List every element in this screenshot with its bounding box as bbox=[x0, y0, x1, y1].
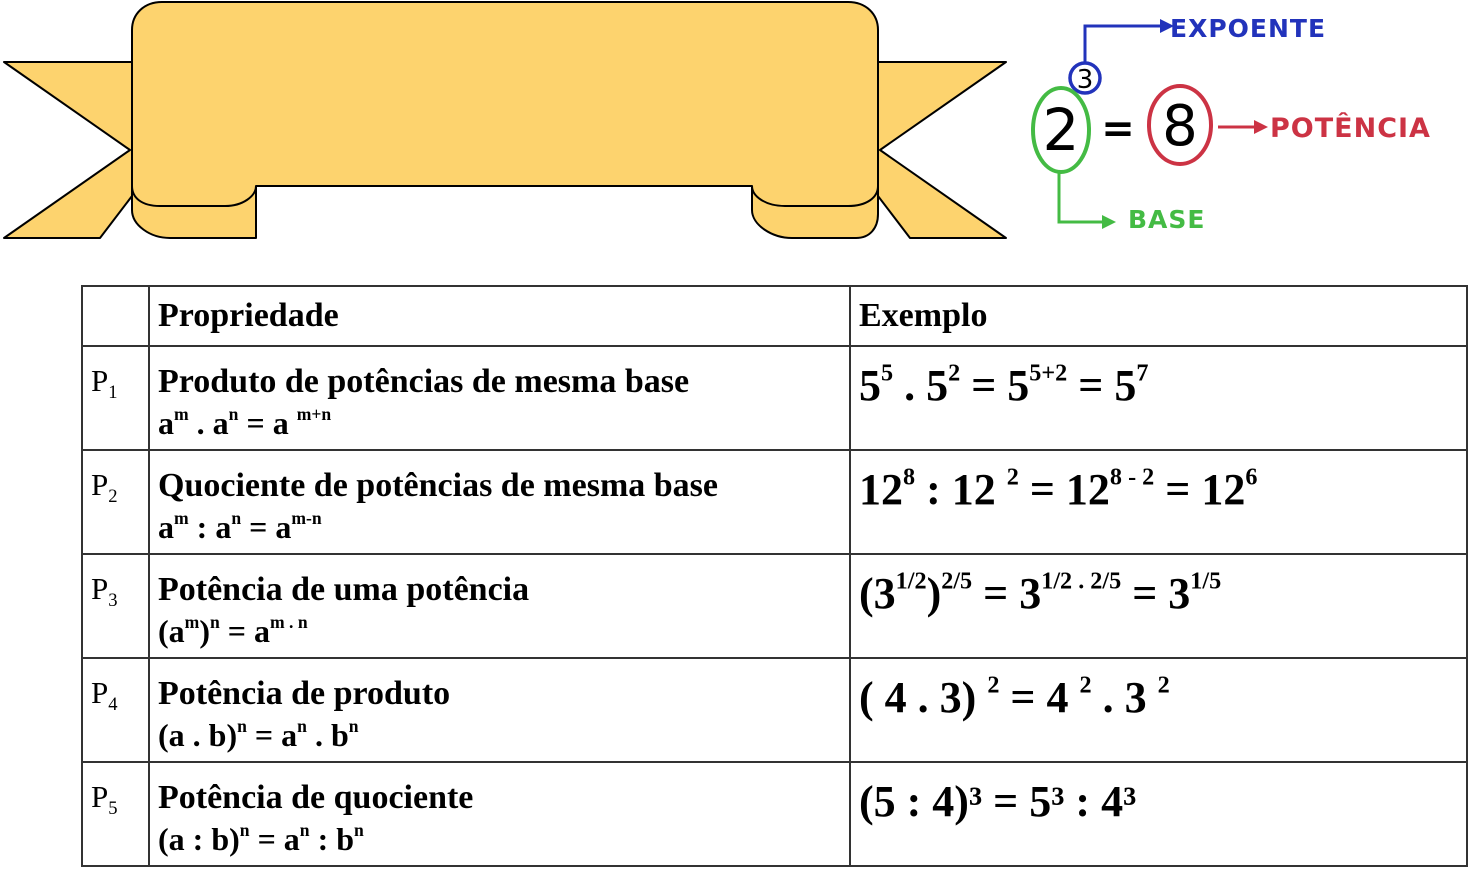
example-cell bbox=[850, 762, 1467, 866]
property-formula: $(a^m)^n = a^{m . n}$ bbox=[158, 611, 308, 649]
property-cell bbox=[149, 762, 850, 866]
row-label: $P_4$ bbox=[82, 658, 149, 762]
row-label: $P_3$ bbox=[82, 554, 149, 658]
property-formula: $a^m$ . $a^n = a$ $^{m+n}$ bbox=[158, 403, 332, 441]
header-label bbox=[82, 286, 149, 346]
table-row bbox=[82, 346, 1467, 450]
example-cell bbox=[850, 450, 1467, 554]
example-cell bbox=[850, 658, 1467, 762]
power-label: POTÊNCIA bbox=[1270, 113, 1431, 144]
example-cell bbox=[850, 346, 1467, 450]
property-formula: (a . $b)^n = a^n$ . $b^n$ bbox=[158, 715, 359, 753]
table-header-row bbox=[82, 286, 1467, 346]
result-value: 8 bbox=[1162, 94, 1198, 159]
table-row bbox=[82, 450, 1467, 554]
property-name: Potência de uma potência bbox=[158, 571, 530, 608]
ribbon-main bbox=[132, 2, 878, 206]
row-label: $P_5$ bbox=[82, 762, 149, 866]
property-name: Potência de produto bbox=[158, 675, 451, 712]
example-formula: $(3^{1/2})^{2/5} = 3^{1/2 . 2/5} = 3^{1/5}$ bbox=[859, 567, 1222, 618]
property-name: Potência de quociente bbox=[158, 779, 474, 816]
power-diagram bbox=[1018, 0, 1458, 250]
properties-table bbox=[81, 285, 1468, 867]
exponent-value: 3 bbox=[1076, 65, 1094, 95]
example-formula: (5 : 4)³ = 5³ : 4³ bbox=[859, 777, 1137, 826]
property-name: Produto de potências de mesma base bbox=[158, 363, 690, 400]
base-label: BASE bbox=[1128, 205, 1206, 234]
ribbon-banner bbox=[0, 0, 1010, 245]
row-label: $P_2$ bbox=[82, 450, 149, 554]
exponent-arrow bbox=[1085, 26, 1160, 62]
table-row bbox=[82, 762, 1467, 866]
example-formula: $5^5$ . $5^2 = 5^{5+2} = 5^7$ bbox=[859, 359, 1149, 410]
base-arrow bbox=[1059, 172, 1102, 222]
property-cell bbox=[149, 554, 850, 658]
property-name: Quociente de potências de mesma base bbox=[158, 467, 719, 504]
property-formula: (a : $b)^n = a^n$ : $b^n$ bbox=[158, 819, 364, 857]
header-example: Exemplo bbox=[850, 286, 1467, 346]
base-value: 2 bbox=[1042, 96, 1080, 164]
row-label: $P_1$ bbox=[82, 346, 149, 450]
exponent-label: EXPOENTE bbox=[1170, 14, 1327, 43]
property-cell bbox=[149, 450, 850, 554]
equals-sign: = bbox=[1101, 106, 1135, 152]
header-property: Propriedade bbox=[149, 286, 850, 346]
property-cell bbox=[149, 346, 850, 450]
example-formula: $12^8$ : 12 $^2 = 12^{8 - 2} = 12^6$ bbox=[859, 463, 1258, 514]
ribbon-left-tail bbox=[4, 62, 132, 238]
table-row bbox=[82, 554, 1467, 658]
property-cell bbox=[149, 658, 850, 762]
table-row bbox=[82, 658, 1467, 762]
example-formula: ( 4 . 3) $^2$ = 4 $^2$ . 3 $^2$ bbox=[859, 671, 1170, 722]
base-arrow-head bbox=[1102, 215, 1116, 229]
power-arrow-head bbox=[1254, 120, 1268, 134]
ribbon-right-tail bbox=[878, 62, 1006, 238]
property-formula: $a^m$ : $a^n = a^{m-n}$ bbox=[158, 507, 322, 545]
example-cell bbox=[850, 554, 1467, 658]
